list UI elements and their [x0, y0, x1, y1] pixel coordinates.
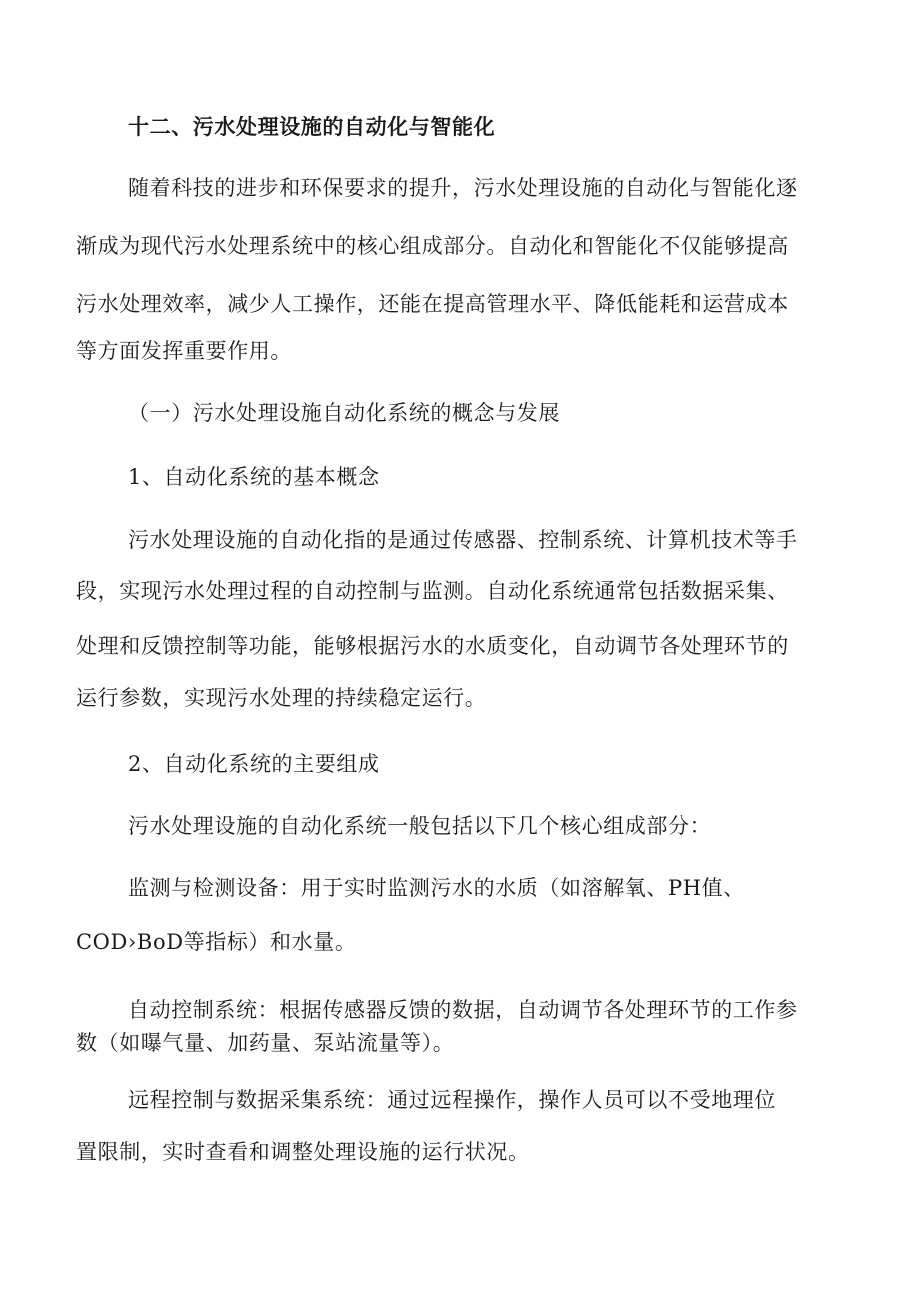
intro-line-4: 等方面发挥重要作用。	[76, 339, 292, 363]
page-heading: 十二、污水处理设施的自动化与智能化	[128, 115, 496, 139]
intro-line-2: 渐成为现代污水处理系统中的核心组成部分。自动化和智能化不仅能够提高	[76, 234, 789, 258]
intro-line-3: 污水处理效率，减少人工操作，还能在提高管理水平、降低能耗和运营成本	[76, 292, 789, 316]
item-3-line-2: 置限制，实时查看和调整处理设施的运行状况。	[76, 1140, 530, 1164]
item-1-line-1: 监测与检测设备：用于实时监测污水的水质（如溶解氧、PH值、	[128, 876, 745, 900]
item-2-line-2: 数（如曝气量、加药量、泵站流量等）。	[76, 1031, 455, 1055]
subsection-1-line-1: 污水处理设施的自动化指的是通过传感器、控制系统、计算机技术等手	[128, 528, 798, 552]
item-2-line-1: 自动控制系统：根据传感器反馈的数据，自动调节各处理环节的工作参	[128, 998, 798, 1022]
subsection-1-title: 1、自动化系统的基本概念	[128, 465, 380, 489]
section-1-title: （一）污水处理设施自动化系统的概念与发展	[128, 401, 560, 425]
subsection-2-intro: 污水处理设施的自动化系统一般包括以下几个核心组成部分：	[128, 814, 712, 838]
subsection-1-line-4: 运行参数，实现污水处理的持续稳定运行。	[76, 686, 487, 710]
item-3-line-1: 远程控制与数据采集系统：通过远程操作，操作人员可以不受地理位	[128, 1088, 776, 1112]
item-1-line-2: COD›BoD等指标）和水量。	[76, 930, 357, 954]
subsection-1-line-3: 处理和反馈控制等功能，能够根据污水的水质变化，自动调节各处理环节的	[76, 634, 789, 658]
intro-line-1: 随着科技的进步和环保要求的提升，污水处理设施的自动化与智能化逐	[128, 176, 798, 200]
subsection-1-line-2: 段，实现污水处理过程的自动控制与监测。自动化系统通常包括数据采集、	[76, 579, 789, 603]
subsection-2-title: 2、自动化系统的主要组成	[128, 752, 380, 776]
